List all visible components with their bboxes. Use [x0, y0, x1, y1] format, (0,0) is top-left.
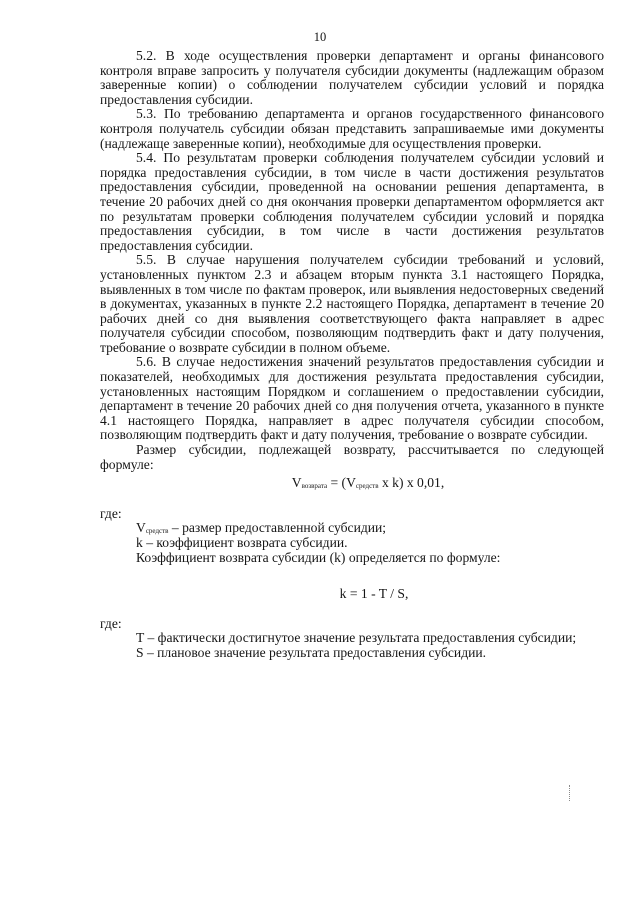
paragraph-5-6: 5.6. В случае недостижения значений результатов предоставления субсидии и показателей, необходимых для достижения результата предоставления субсидии, установленных настоящим Порядком и соглашением о предоставлении субсидии, департамент в течение 20 рабочих дней со дня получения отчета, указанного в пункте 4.1 настоящего Порядка, направляет в адрес получателя субсидии способом, позволяющим подтвердить факт и дату получения, требование о возврате субсидии. — [100, 354, 604, 443]
formula-inner-subscript: средств — [355, 482, 379, 491]
paragraph-refund-size: Размер субсидии, подлежащей возврату, рассчитывается по следующей формуле: — [100, 442, 604, 472]
coefficient-formula: k = 1 - T / S, — [339, 586, 409, 602]
def-v-subscript: средств — [145, 527, 169, 536]
paragraph-5-4: 5.4. По результатам проверки соблюдения получателем субсидии условий и порядка предоставления субсидии, в том числе в части достижения результатов предоставления субсидии, проведенной на основании решения департамента, в течение 20 рабочих дней со дня окончания проверки департаментом оформляется акт по результатам проверки соблюдения получателем субсидии условий и порядка предоставления субсидии, в том числе в части достижения результатов предоставления субсидии. — [100, 150, 604, 253]
formula-v-subscript: возврата — [301, 482, 328, 491]
where-label-2: где: — [100, 615, 122, 631]
document-body — [100, 49, 604, 661]
formula-eq-part: = (V — [327, 475, 356, 491]
definition-t: T – фактически достигнутое значение результата предоставления субсидии; — [136, 630, 577, 646]
definition-v-funds — [100, 521, 604, 536]
paragraph-5-5: 5.5. В случае нарушения получателем субсидии требований и условий, установленных пунктом 2.3 и абзацем вторым пункта 3.1 настоящего Порядка, выявленных в том числе по фактам проверок, или выявления недостоверных сведений в документах, указанных в пункте 2.2 настоящего Порядка, департамент в течение 20 рабочих дней со дня выявления соответствующего факта направляет в адрес получателя субсидии способом, позволяющим подтвердить факт и дату получения, требование о возврате субсидии в полном объеме. — [100, 252, 604, 355]
where-label-1: где: — [100, 505, 122, 521]
paragraph-5-2: 5.2. В ходе осуществления проверки департамент и органы финансового контроля вправе запросить у получателя субсидии документы (надлежащим образом заверенные копии) о соблюдении получателем субсидии условий и порядка предоставления субсидии. — [100, 48, 604, 107]
definition-k: k – коэффициент возврата субсидии. — [136, 535, 348, 550]
definition-s: S – плановое значение результата предоставления субсидии. — [136, 644, 487, 660]
coefficient-intro: Коэффициент возврата субсидии (k) определяется по формуле: — [136, 549, 501, 565]
formula-v-letter: V — [291, 475, 302, 491]
paragraph-5-3: 5.3. По требованию департамента и органов государственного финансового контроля получатель субсидии обязан представить запрашиваемые ими документы (надлежаще заверенные копии), необходимые для осуществления проверки. — [100, 106, 604, 151]
def-v-text: – размер предоставленной субсидии; — [168, 520, 387, 536]
def-v-letter: V — [136, 520, 146, 536]
scan-edge-mark — [569, 785, 572, 801]
formula-rest: x k) x 0,01, — [378, 475, 445, 491]
page-number: 10 — [313, 30, 327, 44]
refund-formula — [132, 476, 604, 491]
